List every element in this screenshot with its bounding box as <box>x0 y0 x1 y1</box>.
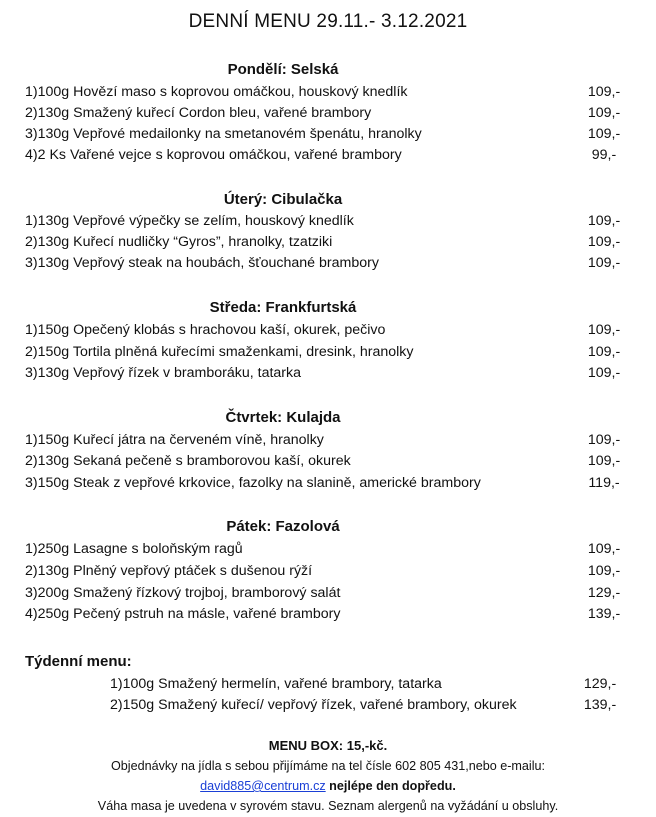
menu-item <box>0 365 656 385</box>
weekly-menu-item <box>0 676 656 696</box>
dish-text: 4)2 Ks Vařené vejce s koprovou omáčkou, vařené brambory <box>25 147 402 163</box>
menu-item <box>0 344 656 364</box>
menu-item <box>0 475 656 495</box>
dish-price: 109,- <box>587 453 621 469</box>
dish-text: 2)130g Sekaná pečeně s bramborovou kaší, okurek <box>25 453 351 469</box>
dish-price: 109,- <box>587 322 621 338</box>
dish-text: 2)150g Smažený kuřecí/ vepřový řízek, vařené brambory, okurek <box>110 697 517 713</box>
dish-price: 109,- <box>587 84 621 100</box>
dish-price: 109,- <box>587 213 621 229</box>
menu-item <box>0 541 656 561</box>
allergen-note: Váha masa je uvedena v syrovém stavu. Seznam alergenů na vyžádání u obsluhy. <box>97 799 559 813</box>
dish-text: 3)130g Vepřový steak na houbách, šťouchané brambory <box>25 255 379 271</box>
dish-price: 99,- <box>591 147 617 163</box>
menu-item <box>0 322 656 342</box>
dish-price: 119,- <box>588 475 620 491</box>
email-link[interactable]: david885@centrum.cz <box>200 779 326 793</box>
dish-price: 109,- <box>587 126 621 142</box>
menu-box-price: MENU BOX: 15,-kč. <box>268 738 388 753</box>
menu-title: DENNÍ MENU 29.11.- 3.12.2021 <box>188 11 468 32</box>
dish-price: 139,- <box>587 606 621 622</box>
menu-item <box>0 126 656 146</box>
dish-text: 1)100g Hovězí maso s koprovou omáčkou, houskový knedlík <box>25 84 408 100</box>
dish-price: 129,- <box>587 585 621 601</box>
day-heading-thursday: Čtvrtek: Kulajda <box>225 409 341 426</box>
menu-item <box>0 105 656 125</box>
dish-price: 109,- <box>587 432 621 448</box>
menu-item <box>0 453 656 473</box>
dish-text: 1)100g Smažený hermelín, vařené brambory, tatarka <box>110 676 442 692</box>
menu-item <box>0 234 656 254</box>
dish-text: 2)130g Smažený kuřecí Cordon bleu, vařené brambory <box>25 105 372 121</box>
dish-text: 3)200g Smažený řízkový trojboj, bramborový salát <box>25 585 341 601</box>
dish-text: 1)150g Opečený klobás s hrachovou kaší, okurek, pečivo <box>25 322 386 338</box>
dish-text: 1)130g Vepřové výpečky se zelím, houskový knedlík <box>25 213 354 229</box>
dish-text: 3)150g Steak z vepřové krkovice, fazolky na slanině, americké brambory <box>25 475 481 491</box>
advance-note: nejlépe den dopředu. <box>329 779 456 793</box>
order-contact <box>0 779 656 793</box>
dish-price: 109,- <box>587 105 621 121</box>
menu-item <box>0 606 656 626</box>
dish-text: 4)250g Pečený pstruh na másle, vařené brambory <box>25 606 341 622</box>
dish-price: 109,- <box>587 541 621 557</box>
menu-item <box>0 563 656 583</box>
dish-price: 129,- <box>583 676 617 692</box>
dish-price: 109,- <box>587 365 621 381</box>
dish-price: 109,- <box>587 563 621 579</box>
menu-item <box>0 147 656 167</box>
dish-price: 139,- <box>583 697 617 713</box>
menu-item <box>0 84 656 104</box>
menu-item <box>0 585 656 605</box>
dish-text: 3)130g Vepřový řízek v bramboráku, tatarka <box>25 365 302 381</box>
dish-text: 2)130g Plněný vepřový ptáček s dušenou rýží <box>25 563 313 579</box>
order-info: Objednávky na jídla s sebou přijímáme na tel čísle 602 805 431,nebo e-mailu: <box>110 759 546 773</box>
dish-price: 109,- <box>587 255 621 271</box>
menu-item <box>0 432 656 452</box>
day-heading-wednesday: Středa: Frankfurtská <box>209 299 357 316</box>
day-heading-friday: Pátek: Fazolová <box>226 518 340 535</box>
day-heading-tuesday: Úterý: Cibulačka <box>223 191 343 208</box>
dish-text: 1)250g Lasagne s boloňským ragů <box>25 541 243 557</box>
menu-item <box>0 213 656 233</box>
dish-text: 1)150g Kuřecí játra na červeném víně, hranolky <box>25 432 324 448</box>
dish-price: 109,- <box>587 344 621 360</box>
menu-item <box>0 255 656 275</box>
weekly-menu-item <box>0 697 656 717</box>
dish-price: 109,- <box>587 234 621 250</box>
weekly-menu-heading: Týdenní menu: <box>25 653 132 670</box>
dish-text: 2)130g Kuřecí nudličky “Gyros”, hranolky, tzatziki <box>25 234 333 250</box>
dish-text: 2)150g Tortila plněná kuřecími smaženkami, dresink, hranolky <box>25 344 414 360</box>
day-heading-monday: Pondělí: Selská <box>227 61 339 78</box>
dish-text: 3)130g Vepřové medailonky na smetanovém špenátu, hranolky <box>25 126 422 142</box>
